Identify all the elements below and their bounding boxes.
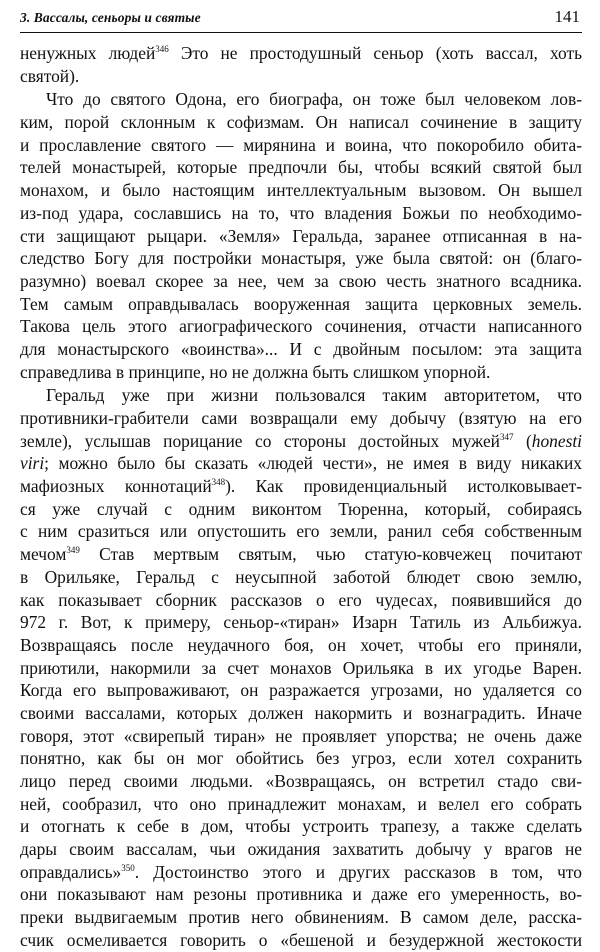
text-line: святой). xyxy=(20,65,80,86)
text-line: монахом, и было настоящим интеллектуальным вызовом. Он вышел xyxy=(20,180,582,201)
text-line: сти защищают рыцари. «Земля» Геральда, заранее отписанная в на- xyxy=(20,225,582,246)
footnote-ref-349: 349 xyxy=(66,545,80,556)
text-line: лицо перед своими людьми. «Возвращаясь, он встретил стадо сви- xyxy=(20,771,582,791)
text-line: дары своим вассалам, чьи ожидания захватить добычу у врагов не xyxy=(20,839,582,860)
text-line: они показывают нам резоны противника и даже его умеренность, во- xyxy=(20,884,582,905)
text-line: земле), услышав порицание со стороны достойных мужей$^{347}$ (honesti xyxy=(20,430,583,451)
text-line: понятно, как бы он мог обойтись без угроз, если хотел сохранить xyxy=(20,748,582,769)
text-line: ся уже случай с одним виконтом Тюренна, который, собираясь xyxy=(20,498,582,519)
text-line: приютили, накормили за счет монахов Орильяка в их угодье Варен. xyxy=(20,657,582,678)
text-line: из-под удара, сославшись на то, что владения Божьи по необходимо- xyxy=(20,202,582,223)
text-line: мечом$^{349}$ Став мертвым святым, чью статую-ковчежец почитают xyxy=(20,544,582,565)
footnote-ref-347: 347 xyxy=(500,431,514,442)
text-line: с ним сразиться или опустошить его земли, ранил себя собственным xyxy=(20,521,582,542)
text-line: ненужных людей$^{346}$ Это не простодушный сеньор (хоть вассал, хоть xyxy=(20,43,583,63)
chapter-running-title: 3. Вассалы, сеньоры и святые xyxy=(20,10,201,25)
text-line: viri; можно было бы сказать «людей чести», не имея в виду никаких xyxy=(20,453,582,474)
text-line: следство Богу для постройки монастыря, уже была святой: он (благо- xyxy=(20,248,582,269)
page-number: 141 xyxy=(554,7,580,26)
footnote-ref-348: 348 xyxy=(211,477,226,488)
text-line: противники-грабители сами возвращали ему добычу (взятую на его xyxy=(20,408,582,428)
paragraph-2 xyxy=(20,88,582,383)
footnote-ref-346: 346 xyxy=(155,44,169,54)
text-line: Такова цель этого агиографического сочинения, отчасти написанного xyxy=(20,316,582,337)
text-line: говоря, этот «свирепый тиран» не проявляет упорства; не очень даже xyxy=(20,725,582,746)
text-line: мафиозных коннотаций$^{348}$). Как провиденциальный истолковывает- xyxy=(20,476,582,497)
text-line: и отогнать к себе в дом, чтобы устроить трапезу, а также сделать xyxy=(20,816,582,837)
text-line: и прославление святого — мирянина и воина, что покоробило обита- xyxy=(20,134,582,155)
text-line: оправдались»$^{350}$. Достоинство этого и других рассказов в том, что xyxy=(20,861,582,882)
text-line: телей монастырей, которые предпочли бы, чтобы всякий святой был xyxy=(20,157,582,178)
text-line: Геральд уже при жизни пользовался таким авторитетом, что xyxy=(46,385,582,406)
running-header xyxy=(20,6,582,33)
text-line: Что до святого Одона, его биографа, он тоже был человеком лов- xyxy=(46,89,582,110)
text-line: в Орильяке, Геральд с неусыпной заботой блюдет свою землю, xyxy=(20,566,582,587)
text-line: 972 г. Вот, к примеру, сеньор-«тиран» Изарн Татиль из Альбижуа. xyxy=(20,612,582,633)
text-line: для монастырского «воинства»... И с двойным посылом: эта защита xyxy=(20,338,582,359)
body-text xyxy=(20,42,582,952)
text-line: своими вассалами, которых должен накормить и вознаградить. Иначе xyxy=(20,702,582,723)
text-line: как показывает сборник рассказов о его чудесах, появившийся до xyxy=(20,589,582,610)
text-line: Тем самым оправдывалась вооруженная защита церковных земель. xyxy=(20,293,582,314)
text-line: счик осмеливается говорить о «бешеной и безудержной жестокости xyxy=(20,929,582,950)
paragraph-3 xyxy=(20,384,582,951)
text-line: разумно) воевал скорее за нее, чем за свою честь знатного всадника. xyxy=(20,270,582,291)
footnote-ref-350: 350 xyxy=(121,862,135,873)
paragraph-1 xyxy=(20,42,582,87)
text-line: ким, порой склонным к софизмам. Он написал сочинение в защиту xyxy=(20,112,582,133)
text-line: справедлива в принципе, но не должна быть слишком упорной. xyxy=(20,361,491,382)
text-line: Возвращаясь после неудачного боя, он хочет, чтобы его приняли, xyxy=(20,634,582,655)
text-line: Когда его выпроваживают, он разражается угрозами, но удаляется со xyxy=(20,680,582,701)
text-line: преки выдвигаемым против него обвинениям. В самом деле, расска- xyxy=(20,907,582,928)
text-line: ней, сообразил, что оно принадлежит монахам, и велел его собрать xyxy=(20,793,582,814)
book-page xyxy=(20,0,582,951)
